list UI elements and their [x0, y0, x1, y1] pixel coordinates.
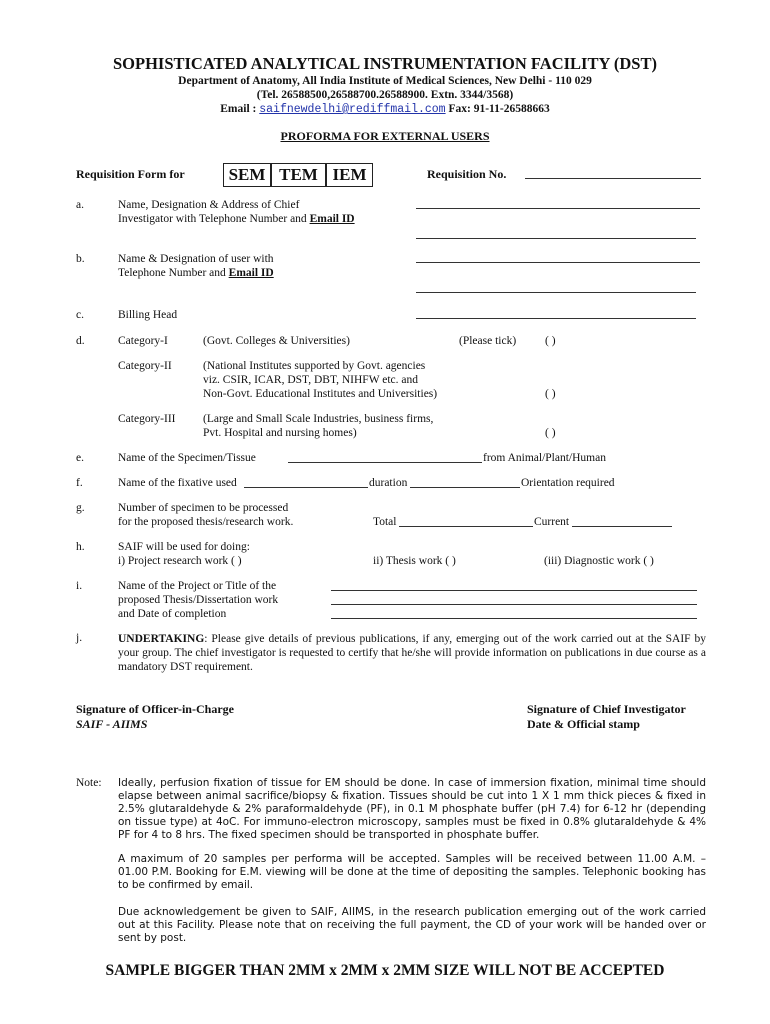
fixative-label: Name of the fixative used — [118, 477, 237, 489]
official-stamp-label: Date & Official stamp — [527, 717, 640, 731]
project-research-option[interactable]: i) Project research work ( ) — [118, 555, 242, 567]
item-a-letter: a. — [76, 199, 84, 211]
project-title-field-2[interactable] — [331, 604, 697, 605]
project-title-line1: Name of the Project or Title of the — [118, 580, 277, 592]
item-i-letter: i. — [76, 580, 83, 592]
item-a-line1: Name, Designation & Address of Chief — [118, 199, 300, 211]
specimen-label: Name of the Specimen/Tissue — [118, 452, 256, 464]
specimen-count-line2: for the proposed thesis/research work. — [118, 516, 294, 528]
user-field-2[interactable] — [416, 292, 696, 293]
duration-field[interactable] — [410, 487, 520, 488]
total-label: Total — [373, 516, 397, 528]
email-label: Email : — [220, 103, 260, 115]
email-link[interactable]: saifnewdelhi@rediffmail.com — [259, 103, 446, 116]
requisition-form-label: Requisition Form for — [76, 167, 185, 181]
diagnostic-work-option[interactable]: (iii) Diagnostic work ( ) — [544, 555, 654, 567]
chief-investigator-field-2[interactable] — [416, 238, 696, 239]
category-1-desc: (Govt. Colleges & Universities) — [203, 335, 350, 347]
category-3-tick[interactable]: ( ) — [545, 427, 556, 439]
saif-aiims-label: SAIF - AIIMS — [76, 717, 148, 731]
item-a-line2: Investigator with Telephone Number and Email ID — [118, 213, 355, 225]
iem-option[interactable]: IEM — [326, 163, 373, 187]
telephone-line: (Tel. 26588500,26588700.26588900. Extn. 3344/3568) — [256, 89, 514, 101]
item-e-letter: e. — [76, 452, 84, 464]
category-2-desc-1: (National Institutes supported by Govt. agencies — [203, 360, 426, 372]
sem-option[interactable]: SEM — [223, 163, 271, 187]
saif-usage-label: SAIF will be used for doing: — [118, 541, 250, 553]
item-f-letter: f. — [76, 477, 83, 489]
requisition-number-label: Requisition No. — [427, 167, 507, 181]
item-b-line2: Telephone Number and Email ID — [118, 267, 274, 279]
item-b-letter: b. — [76, 253, 85, 265]
specimen-field[interactable] — [288, 462, 482, 463]
category-3-desc-2: Pvt. Hospital and nursing homes) — [203, 427, 357, 439]
item-b-line1: Name & Designation of user with — [118, 253, 274, 265]
chief-investigator-field-1[interactable] — [416, 208, 700, 209]
note-paragraph-1: Ideally, perfusion fixation of tissue for EM should be done. In case of immersion fixation, minimal time should elapse between animal sacrifice/biopsy & fixation. Tissues should be cut into 1 X 1 mm thick pieces & fixed in 2.5% glutaraldehyde & 2% paraformaldehyde (PF), in 0.1 M phosphate buffer (pH 7.4) for 6-12 hr (depending on tissue type) at 4oC. For immuno-electron microscopy, samples must be fixed in 0.8% glutaraldehyde & 4% PF for 4 to 8 hrs. The fixed specimen should be transported in phosphate buffer. — [118, 777, 706, 841]
email-fax-line — [0, 103, 770, 116]
billing-head-label: Billing Head — [118, 309, 178, 321]
undertaking-text: UNDERTAKING: Please give details of previous publications, if any, emerging out of the work carried out at the SAIF by your group. The chief investigator is requested to certify that he/she will provide information on publications in due course as a mandatory DST requirement. — [118, 633, 706, 673]
page-title: SOPHISTICATED ANALYTICAL INSTRUMENTATION FACILITY (DST) — [112, 54, 657, 73]
note-paragraph-2: A maximum of 20 samples per performa will be accepted. Samples will be received between 11.00 A.M. – 01.00 P.M. Booking for E.M. viewing will be done at the time of depositing the samples. Telephonic booking has to be confirmed by email. — [118, 853, 706, 891]
fixative-field[interactable] — [244, 487, 368, 488]
thesis-work-option[interactable]: ii) Thesis work ( ) — [373, 555, 456, 567]
current-label: Current — [534, 516, 570, 528]
total-field[interactable] — [399, 526, 533, 527]
orientation-label: Orientation required — [521, 477, 615, 489]
size-warning: SAMPLE BIGGER THAN 2MM x 2MM x 2MM SIZE WILL NOT BE ACCEPTED — [105, 962, 665, 979]
project-title-line3: and Date of completion — [118, 608, 227, 620]
tem-option[interactable]: TEM — [271, 163, 326, 187]
specimen-source-label: from Animal/Plant/Human — [483, 452, 606, 464]
billing-head-field[interactable] — [416, 318, 696, 319]
note-label: Note: — [76, 777, 102, 789]
category-1-tick[interactable]: ( ) — [545, 335, 556, 347]
department-address: Department of Anatomy, All India Institute of Medical Sciences, New Delhi - 110 029 — [178, 75, 592, 87]
proforma-heading: PROFORMA FOR EXTERNAL USERS — [280, 129, 490, 143]
category-2-desc-2: viz. CSIR, ICAR, DST, DBT, NIHFW etc. and — [203, 374, 418, 386]
project-title-field-3[interactable] — [331, 618, 697, 619]
chief-signature-label: Signature of Chief Investigator — [527, 702, 686, 716]
category-1-label: Category-I — [118, 335, 168, 347]
category-2-tick[interactable]: ( ) — [545, 388, 556, 400]
duration-label: duration — [369, 477, 408, 489]
officer-signature-label: Signature of Officer-in-Charge — [76, 702, 234, 716]
project-title-field-1[interactable] — [331, 590, 697, 591]
item-d-letter: d. — [76, 335, 85, 347]
current-field[interactable] — [572, 526, 672, 527]
item-h-letter: h. — [76, 541, 85, 553]
category-2-label: Category-II — [118, 360, 172, 372]
fax-text: Fax: 91-11-26588663 — [445, 103, 550, 115]
project-title-line2: proposed Thesis/Dissertation work — [118, 594, 279, 606]
specimen-count-line1: Number of specimen to be processed — [118, 502, 289, 514]
category-3-label: Category-III — [118, 413, 176, 425]
user-field-1[interactable] — [416, 262, 700, 263]
requisition-number-field[interactable] — [525, 178, 701, 179]
category-3-desc-1: (Large and Small Scale Industries, business firms, — [203, 413, 434, 425]
note-paragraph-3: Due acknowledgement be given to SAIF, AIIMS, in the research publication emerging out of the work carried out at this Facility. Please note that on receiving the full payment, the CD of your work will be handed over or sent by post. — [118, 906, 706, 944]
item-j-letter: j. — [76, 632, 83, 644]
category-2-desc-3: Non-Govt. Educational Institutes and Universities) — [203, 388, 438, 400]
item-g-letter: g. — [76, 502, 85, 514]
item-c-letter: c. — [76, 309, 84, 321]
please-tick-label: (Please tick) — [459, 335, 517, 347]
